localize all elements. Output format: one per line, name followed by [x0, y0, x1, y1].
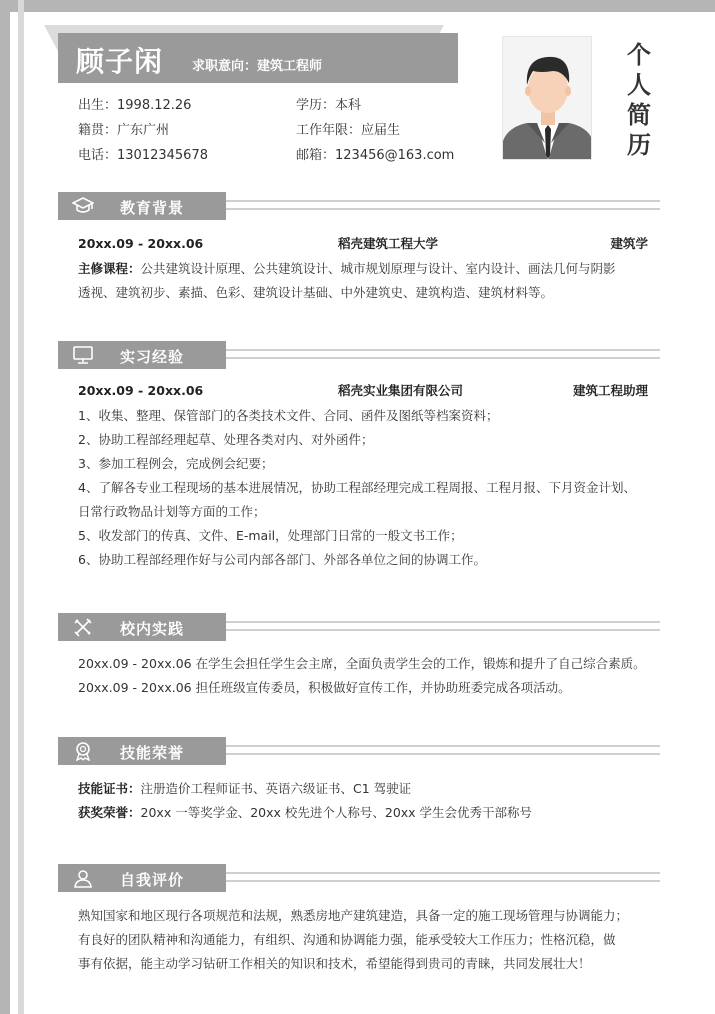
avatar [502, 36, 592, 160]
monitor-icon [72, 345, 94, 365]
internship-period: 20xx.09 - 20xx.06 [78, 383, 204, 398]
divider [226, 872, 660, 874]
title-char: 简 [627, 101, 651, 129]
internship-duties [78, 404, 652, 572]
divider [226, 200, 660, 202]
divider [226, 349, 660, 351]
education-period: 20xx.09 - 20xx.06 [78, 236, 204, 251]
award-label: 获奖荣誉： [78, 805, 141, 820]
section-title: 自我评价 [120, 871, 185, 889]
left-border-dark [0, 0, 10, 1014]
tools-icon [72, 617, 94, 637]
avatar-illustration-icon [503, 37, 592, 160]
courses-line: 公共建筑设计原理、公共建筑设计、城市规划原理与设计、室内设计、画法几何与阴影 [140, 261, 616, 276]
section-title: 校内实践 [120, 620, 185, 638]
duty-line: 3、参加工程例会，完成例会纪要； [78, 456, 274, 471]
birth-date: 出生：1998.12.26 [78, 98, 192, 113]
courses-label: 主修课程： [78, 261, 141, 276]
award-value: 20xx 一等奖学金、20xx 校先进个人称号、20xx 学生会优秀干部称号 [140, 805, 533, 820]
courses [78, 257, 652, 305]
skills-content [78, 777, 652, 825]
duty-line: 4、了解各专业工程现场的基本进展情况，协助工程部经理完成工程周报、工程月报、下月资金计划、 [78, 480, 636, 495]
title-char: 历 [627, 131, 651, 159]
divider [226, 629, 660, 631]
work-years: 工作年限：应届生 [296, 123, 401, 138]
divider [226, 880, 660, 882]
duty-line: 6、协助工程部经理作好与公司内部各部门、外部各单位之间的协调工作。 [78, 552, 486, 567]
divider [226, 208, 660, 210]
job-intent: 求职意向：建筑工程师 [192, 59, 323, 74]
divider [226, 753, 660, 755]
divider [226, 621, 660, 623]
education-level: 学历：本科 [296, 98, 362, 113]
title-char: 人 [627, 71, 651, 99]
duty-line: 2、协助工程部经理起草、处理各类对内、对外函件； [78, 432, 374, 447]
cert-label: 技能证书： [78, 781, 141, 796]
duty-line: 5、收发部门的传真、文件、E-mail，处理部门日常的一般文书工作； [78, 528, 463, 543]
campus-line: 20xx.09 - 20xx.06 担任班级宣传委员，积极做好宣传工作，并协助班委完成各项活动。 [78, 680, 571, 695]
candidate-name: 顾子闲 [76, 45, 164, 78]
position: 建筑工程助理 [572, 383, 648, 398]
section-self-header [58, 864, 658, 892]
campus-practice [78, 652, 652, 700]
duty-line: 日常行政物品计划等方面的工作； [78, 504, 266, 519]
divider [226, 745, 660, 747]
person-icon [72, 868, 94, 888]
self-line: 熟知国家和地区现行各项规范和法规，熟悉房地产建筑建造，具备一定的施工现场管理与协调能力； [78, 908, 629, 923]
section-campus-header [58, 613, 658, 641]
section-title: 技能荣誉 [120, 744, 185, 762]
section-skills-header [58, 737, 658, 765]
section-internship-header [58, 341, 658, 369]
section-title: 教育背景 [120, 199, 185, 217]
courses-line: 透视、建筑初步、素描、色彩、建筑设计基础、中外建筑史、建筑构造、建筑材料等。 [78, 285, 554, 300]
section-education-header [58, 192, 658, 220]
top-border [0, 0, 715, 12]
resume-title [624, 40, 654, 160]
medal-icon [72, 741, 94, 761]
self-line: 事有依据，能主动学习钻研工作相关的知识和技术，希望能得到贵司的青睐，共同发展壮大！ [78, 956, 591, 971]
school-name: 稻壳建筑工程大学 [338, 236, 439, 251]
self-line: 有良好的团队精神和沟通能力，有组织、沟通和协调能力强，能承受较大工作压力；性格沉稳，做 [78, 932, 616, 947]
title-char: 个 [627, 41, 651, 69]
duty-line: 1、收集、整理、保管部门的各类技术文件、合同、函件及图纸等档案资料； [78, 408, 499, 423]
cert-value: 注册造价工程师证书、英语六级证书、C1 驾驶证 [140, 781, 412, 796]
native-place: 籍贯：广东广州 [78, 123, 170, 138]
section-title: 实习经验 [120, 348, 185, 366]
email-address: 邮箱：123456@163.com [296, 148, 455, 163]
divider [226, 357, 660, 359]
company-name: 稻壳实业集团有限公司 [338, 383, 464, 398]
campus-line: 20xx.09 - 20xx.06 在学生会担任学生会主席，全面负责学生会的工作，锻炼和提升了自己综合素质。 [78, 656, 646, 671]
major: 建筑学 [610, 236, 648, 251]
phone-number: 电话：13012345678 [78, 148, 208, 163]
graduation-cap-icon [72, 196, 94, 216]
left-border-light [18, 0, 24, 1014]
self-evaluation [78, 904, 652, 976]
